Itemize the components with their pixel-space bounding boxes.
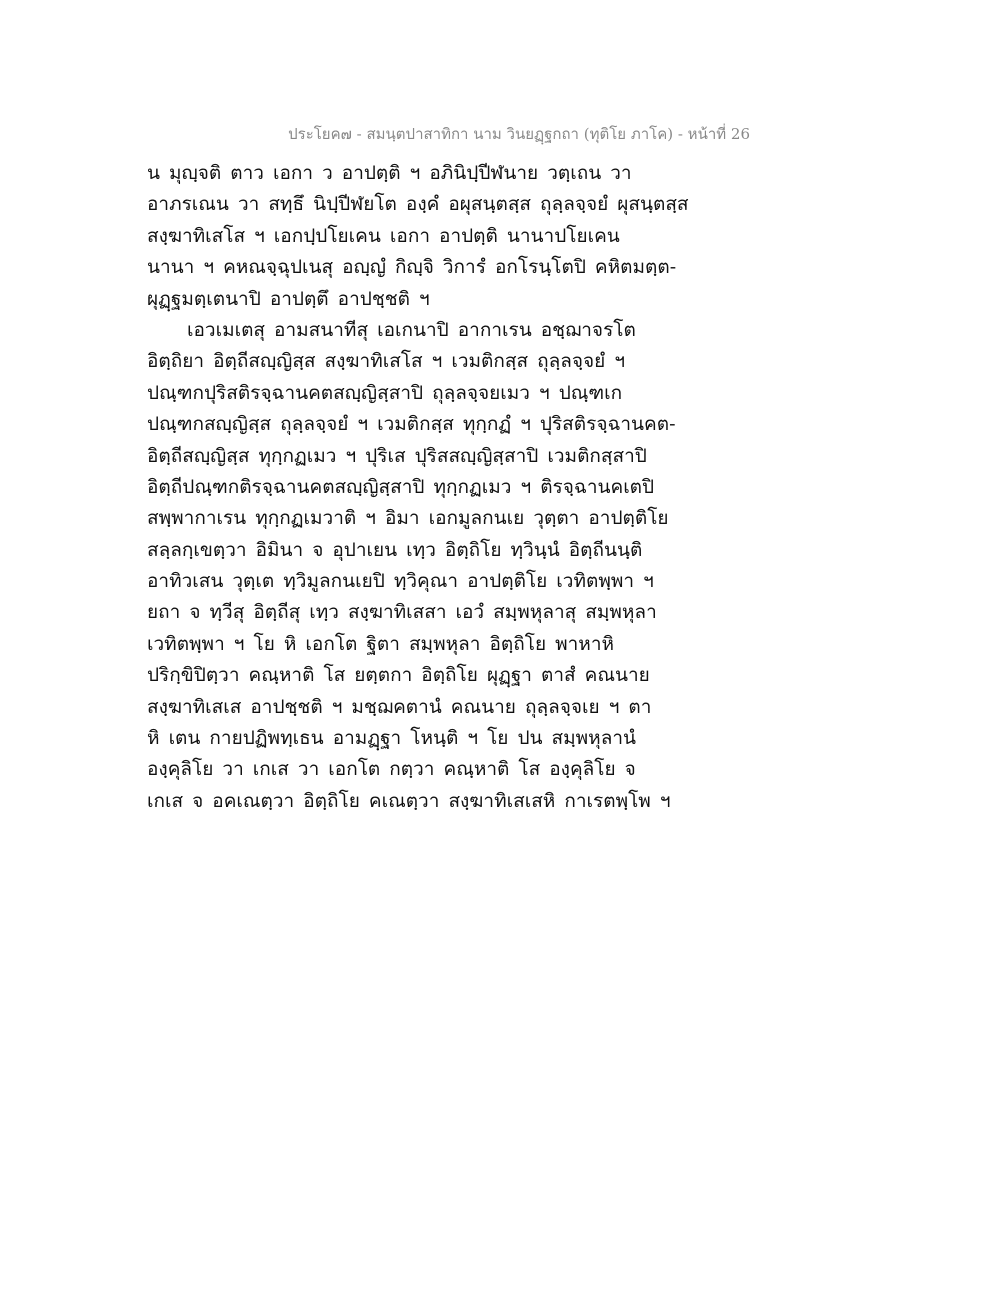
text-line-17: ปริกฺขิปิตฺวา คณฺหาติ โส ยตฺตกา อิตฺถิโย ผุฏฺฐา ตาสํ คณนาย (147, 664, 650, 687)
text-line-1: น มุญฺจติ ตาว เอกา ว อาปตฺติ ฯ อภินิปฺปีฬนาย วตฺเถน วา (147, 162, 632, 184)
text-line-14: อาทิวเสน วุตฺเต ทฺวิมูลกนเยปิ ทฺวิคุณา อาปตฺติโย เวทิตพฺพา ฯ (147, 570, 654, 593)
text-line-7: อิตฺถิยา อิตฺถีสญฺญิสฺส สงฺฆาทิเสโส ฯ เวมติกสฺส ถุลฺลจฺจยํ ฯ (147, 350, 626, 373)
text-line-11: อิตฺถีปณฺฑกติรจฺฉานคตสญฺญิสฺสาปิ ทุกฺกฏเมว ฯ ติรจฺฉานคเตปิ (147, 475, 655, 498)
text-line-10: อิตฺถีสญฺญิสฺส ทุกฺกฏเมว ฯ ปุริเส ปุริสสญฺญิสฺสาปิ เวมติกสฺสาปิ (147, 444, 647, 467)
running-header: ประโยค๗ - สมนฺตปาสาทิกา นาม วินยฏฺฐกถา (ทุติโย ภาโค) - หน้าที่ 26 (288, 125, 750, 143)
body-text (147, 158, 767, 817)
text-line-16: เวทิตพฺพา ฯ โย หิ เอกโต ฐิตา สมฺพหุลา อิตฺถิโย พาหาหิ (147, 632, 615, 655)
text-line-9: ปณฺฑกสญฺญิสฺส ถุลฺลจฺจยํ ฯ เวมติกสฺส ทุกฺกฏํ ฯ ปุริสติรจฺฉานคต- (147, 413, 676, 436)
text-line-21: เกเส จ อคเณตฺวา อิตฺถิโย คเณตฺวา สงฺฆาทิเสเสหิ กาเรตพฺโพ ฯ (147, 789, 671, 812)
text-line-19: หิ เตน กายปฏิพทฺเธน อามฏฺฐา โหนฺติ ฯ โย ปน สมฺพหุลานํ (147, 727, 637, 750)
text-line-13: สลฺลกฺเขตฺวา อิมินา จ อุปาเยน เทฺว อิตฺถิโย ทฺวินฺนํ อิตฺถีนนฺติ (147, 538, 643, 561)
text-line-15: ยถา จ ทฺวีสุ อิตฺถีสุ เทฺว สงฺฆาทิเสสา เอวํ สมฺพหุลาสุ สมฺพหุลา (147, 601, 657, 624)
text-line-6-paragraph-start: เอวเมเตสุ อามสนาทีสุ เอเกนาปิ อากาเรน อชฺฌาจรโต (187, 318, 636, 341)
text-line-5: ผุฏฺฐมตฺเตนาปิ อาปตฺตึ อาปชฺชติ ฯ (147, 287, 430, 310)
text-line-3: สงฺฆาทิเสโส ฯ เอกปฺปโยเคน เอกา อาปตฺติ นานาปโยเคน (147, 224, 620, 247)
text-line-18: สงฺฆาทิเสเส อาปชฺชติ ฯ มชฺฌคตานํ คณนาย ถุลฺลจฺจเย ฯ ตา (147, 695, 652, 718)
text-line-8: ปณฺฑกปุริสติรจฺฉานคตสญฺญิสฺสาปิ ถุลฺลจฺจยเมว ฯ ปณฺฑเก (147, 381, 623, 404)
text-line-4: นานา ฯ คหณจฺฉุปเนสุ อญฺญํ กิญฺจิ วิการํ อกโรนฺโตปิ คหิตมตฺต- (147, 256, 677, 279)
text-line-20: องฺคุลิโย วา เกเส วา เอกโต กตฺวา คณฺหาติ โส องฺคุลิโย จ (147, 758, 636, 781)
text-line-2: อาภรเณน วา สทฺธึ นิปฺปีฬยโต องฺคํ อผุสนฺตสฺส ถุลฺลจฺจยํ ผุสนฺตสฺส (147, 193, 689, 216)
text-line-12: สพฺพากาเรน ทุกฺกฏเมวาติ ฯ อิมา เอกมูลกนเย วุตฺตา อาปตฺติโย (147, 507, 669, 530)
